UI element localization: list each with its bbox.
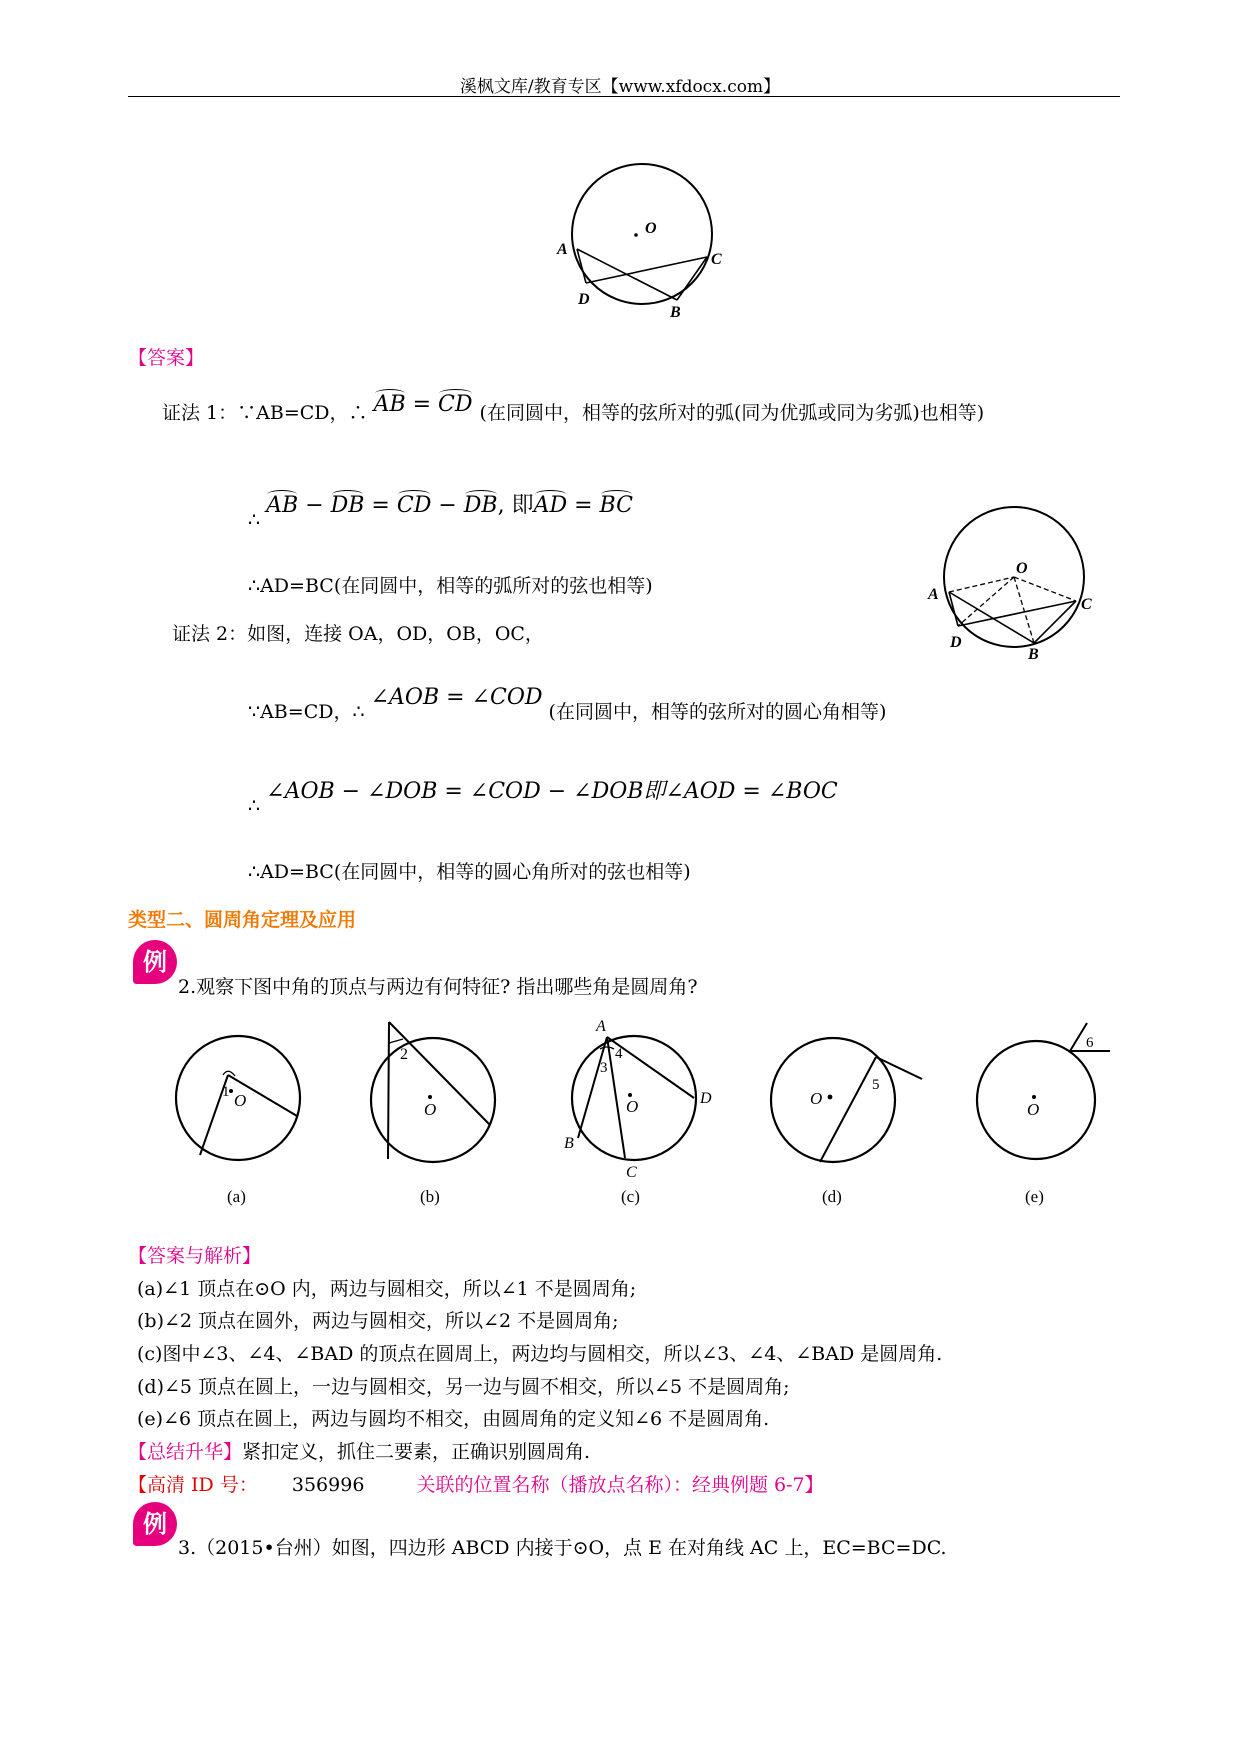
proof1-line1 — [162, 392, 985, 425]
label-o: O — [810, 1089, 823, 1108]
arc: DB — [330, 493, 365, 518]
hd-id-value: 356996 — [291, 1474, 365, 1496]
analysis-line-d: (d)∠5 顶点在圆上，一边与圆相交，另一边与圆不相交，所以∠5 不是圆周角; — [137, 1376, 790, 1398]
fig-a — [176, 1036, 300, 1206]
label-o: O — [234, 1091, 247, 1110]
fig-c — [564, 1018, 712, 1206]
caption-b: (b) — [420, 1187, 440, 1206]
label-a: A — [557, 241, 568, 258]
arc-ab: AB — [373, 392, 406, 417]
label-3: 3 — [600, 1060, 608, 1076]
analysis-title: 【答案与解析】 — [128, 1245, 262, 1267]
proof1-arc-equation — [374, 392, 480, 417]
figure-circle-abcd-center — [916, 505, 1106, 665]
therefore-sign: ∴ — [248, 509, 261, 531]
page-header: 溪枫文库/教育专区【www.xfdocx.com】 — [459, 77, 781, 97]
proof2-conclusion: ∴AD=BC(在同圆中，相等的圆心角所对的弦也相等) — [248, 861, 691, 883]
caption-c: (c) — [621, 1187, 640, 1206]
eq-sign: = — [405, 392, 439, 417]
hd-link[interactable]: 关联的位置名称（播放点名称）：经典例题 6-7】 — [416, 1474, 824, 1496]
summary-text: 紧扣定义，抓住二要素，正确识别圆周角. — [242, 1441, 591, 1463]
proof1-note: (在同圆中，相等的弦所对的弧(同为优弧或同为劣弧)也相等) — [479, 402, 985, 424]
label-1: 1 — [222, 1084, 230, 1100]
caption-d: (d) — [822, 1187, 842, 1206]
proof1-label: 证法 1： — [162, 402, 238, 424]
arc: AD — [533, 493, 568, 518]
proof2-note: (在同圆中，相等的弦所对的圆心角相等) — [548, 701, 887, 723]
minus: − — [298, 493, 331, 518]
label-6: 6 — [1086, 1035, 1094, 1051]
proof1-cond: ∵AB=CD，∴ — [237, 402, 368, 424]
caption-e: (e) — [1025, 1187, 1044, 1206]
analysis-line-e: (e)∠6 顶点在圆上，两边与圆均不相交，由圆周角的定义知∠6 不是圆周角. — [137, 1408, 770, 1430]
label-4: 4 — [615, 1046, 623, 1062]
label-b: B — [1028, 646, 1039, 663]
label-c: C — [626, 1164, 637, 1181]
summary-line — [128, 1437, 590, 1464]
analysis-line-b: (b)∠2 顶点在圆外，两边与圆相交，所以∠2 不是圆周角; — [137, 1310, 619, 1332]
example3-question: 3.（2015•台州）如图，四边形 ABCD 内接于⊙O，点 E 在对角线 AC 上，EC=BC=DC. — [178, 1537, 947, 1559]
arc: BC — [599, 493, 633, 518]
fig-e — [977, 1023, 1110, 1206]
ji-text: , 即 — [497, 493, 534, 518]
minus: − — [431, 493, 464, 518]
hd-id-label: 【高清 ID 号： — [128, 1474, 258, 1496]
analysis-line-a: (a)∠1 顶点在⊙O 内，两边与圆相交，所以∠1 不是圆周角; — [137, 1278, 637, 1300]
arc: DB — [463, 493, 498, 518]
answer-title: 【答案】 — [128, 347, 205, 369]
proof2-step2: ∠AOB − ∠DOB = ∠COD − ∠DOB即∠AOD = ∠BOC — [266, 779, 838, 804]
eq: = — [567, 493, 600, 518]
label-a: A — [928, 586, 939, 603]
label-b: B — [564, 1135, 574, 1152]
label-2: 2 — [400, 1046, 408, 1063]
fig-d — [771, 1038, 922, 1206]
fig-b — [371, 1022, 495, 1206]
therefore-sign: ∴ — [248, 795, 261, 817]
label-o: O — [645, 220, 657, 237]
proof1-conclusion: ∴AD=BC(在同圆中，相等的弧所对的弦也相等) — [248, 575, 653, 597]
analysis-line-c: (c)图中∠3、∠4、∠BAD 的顶点在圆周上，两边均与圆相交，所以∠3、∠4、∠BAD 是圆周角. — [137, 1343, 943, 1365]
label-d: D — [950, 634, 962, 651]
arc-cd: CD — [438, 392, 473, 417]
eq: = — [364, 493, 397, 518]
proof1-line2 — [248, 488, 633, 531]
label-b: B — [670, 304, 681, 321]
example-badge: 例 — [133, 940, 177, 984]
proof2-line2 — [248, 685, 887, 724]
section-title: 类型二、圆周角定理及应用 — [128, 909, 357, 931]
proof2-angle-eq: ∠AOB = ∠COD — [370, 685, 543, 710]
proof1-step2 — [266, 493, 633, 518]
header-rule — [128, 96, 1120, 97]
label-d: D — [578, 291, 590, 308]
summary-tag: 【总结升华】 — [128, 1441, 243, 1463]
arc: CD — [396, 493, 432, 518]
label-d: D — [700, 1090, 712, 1107]
label-o: O — [1027, 1100, 1040, 1119]
proof2-line3 — [248, 774, 838, 817]
label-5: 5 — [872, 1077, 880, 1093]
proof2-label: 证法 2：如图，连接 OA，OD，OB，OC， — [172, 623, 544, 645]
caption-a: (a) — [227, 1187, 246, 1206]
example-badge: 例 — [133, 1502, 177, 1546]
label-o: O — [424, 1100, 437, 1119]
label-c: C — [711, 251, 722, 268]
label-o: O — [626, 1097, 639, 1116]
example2-question: 2.观察下图中角的顶点与两边有何特征? 指出哪些角是圆周角? — [178, 976, 698, 998]
label-c: C — [1081, 596, 1092, 613]
figure-circle-abcd — [545, 162, 735, 322]
arc: AB — [266, 493, 299, 518]
proof2-cond: ∵AB=CD，∴ — [248, 701, 365, 723]
figure-angles-row — [160, 1005, 1120, 1210]
label-a: A — [596, 1018, 606, 1035]
hd-id-line — [128, 1470, 824, 1497]
label-o: O — [1016, 560, 1028, 577]
